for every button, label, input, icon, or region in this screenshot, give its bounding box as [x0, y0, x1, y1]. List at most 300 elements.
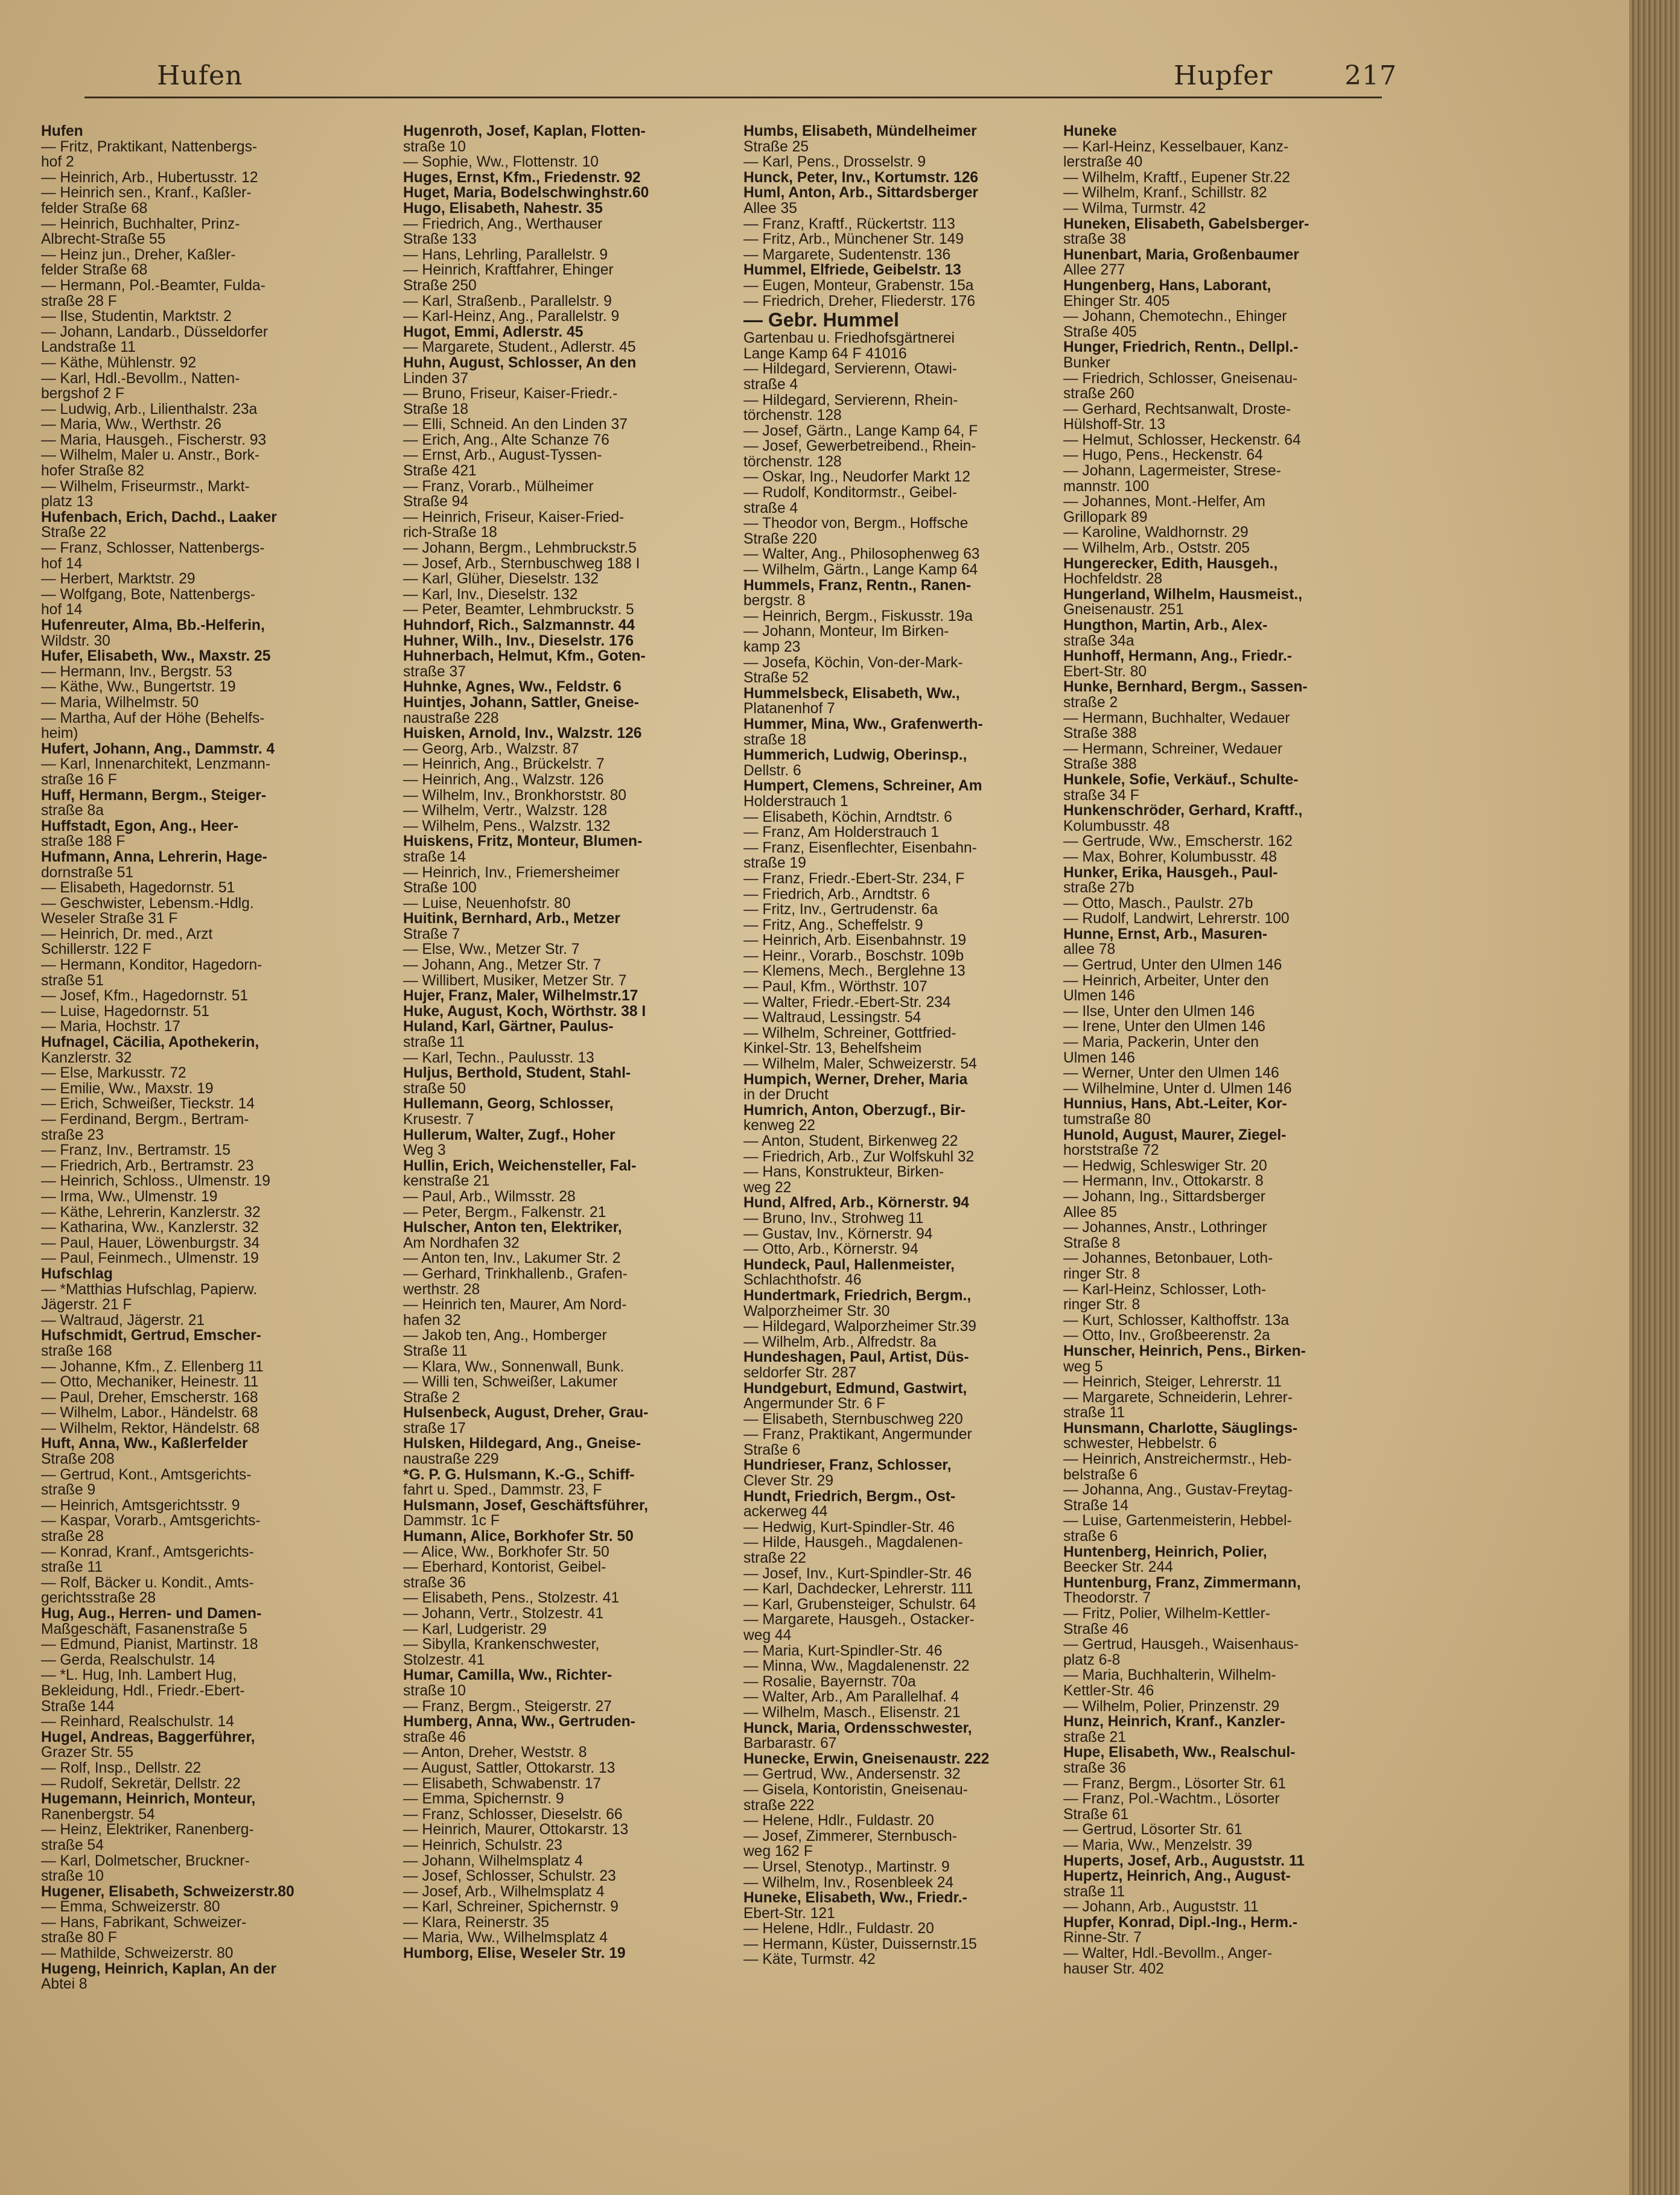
entry-line: — Oskar, Ing., Neudorfer Markt 12	[743, 469, 970, 486]
entry-line: — Helene, Hdlr., Fuldastr. 20	[743, 1920, 934, 1937]
entry-line: — Karl-Heinz, Ang., Parallelstr. 9	[403, 308, 620, 325]
entry-line: — Karl-Heinz, Kesselbauer, Kanz-	[1063, 138, 1289, 155]
entry-line: — Karl-Heinz, Schlosser, Loth-	[1063, 1281, 1267, 1298]
entry-line: — Friedrich, Arb., Bertramstr. 23	[41, 1157, 254, 1174]
entry-line: — Franz, Bergm., Steigerstr. 27	[403, 1698, 612, 1715]
entry-line: Straße 18	[403, 401, 468, 418]
entry-line: straße 260	[1063, 386, 1134, 402]
entry-line: — Margarete, Hausgeh., Ostacker-	[743, 1612, 975, 1628]
entry-line: allee 78	[1063, 941, 1116, 958]
entry-heading: Hundeshagen, Paul, Artist, Düs-	[743, 1349, 969, 1366]
entry-heading: Huft, Anna, Ww., Kaßlerfelder	[41, 1435, 248, 1452]
entry-line: — Paul, Kfm., Wörthstr. 107	[743, 979, 928, 996]
entry-heading: Hundeck, Paul, Hallenmeister,	[743, 1256, 955, 1273]
entry-heading: Humann, Alice, Borkhofer Str. 50	[403, 1528, 634, 1545]
entry-line: — Paul, Feinmech., Ulmenstr. 19	[41, 1250, 259, 1267]
entry-line: ackerweg 44	[743, 1504, 828, 1520]
entry-line: — Josef, Kfm., Hagedornstr. 51	[41, 988, 249, 1005]
entry-line: — Wilhelm, Rektor, Händelstr. 68	[41, 1420, 260, 1437]
entry-line: straße 19	[743, 855, 806, 872]
entry-line: straße 17	[403, 1420, 466, 1437]
entry-line: kenstraße 21	[403, 1173, 490, 1190]
entry-heading: Hunenbart, Maria, Großenbaumer	[1063, 246, 1299, 263]
entry-line: — Karl, Inv., Dieselstr. 132	[403, 586, 578, 603]
entry-line: — Josef, Schlosser, Schulstr. 23	[403, 1868, 616, 1885]
entry-heading: Huneke	[1063, 124, 1117, 139]
entry-line: — Elisabeth, Hagedornstr. 51	[41, 880, 235, 897]
entry-heading: Hunnius, Hans, Abt.-Leiter, Kor-	[1063, 1096, 1287, 1113]
entry-line: — Gerda, Realschulstr. 14	[41, 1651, 215, 1668]
entry-line: — Heinrich sen., Kranf., Kaßler-	[41, 185, 252, 202]
entry-line: — Hedwig, Schleswiger Str. 20	[1063, 1157, 1267, 1174]
entry-line: Landstraße 11	[41, 339, 136, 356]
entry-line: — Franz, Schlosser, Nattenbergs-	[41, 540, 265, 557]
entry-line: Hülshoff-Str. 13	[1063, 416, 1166, 433]
entry-heading: Hunold, August, Maurer, Ziegel-	[1063, 1126, 1287, 1143]
entry-line: — Heinrich, Schloss., Ulmenstr. 19	[41, 1173, 270, 1190]
entry-line: Holderstrauch 1	[743, 793, 848, 810]
entry-line: — Maria, Wilhelmstr. 50	[41, 694, 199, 711]
entry-line: — Johann, Chemotechn., Ehinger	[1063, 308, 1287, 325]
entry-line: Jägerstr. 21 F	[41, 1297, 132, 1314]
entry-line: rich-Straße 18	[403, 524, 497, 541]
entry-line: Allee 85	[1063, 1204, 1117, 1221]
entry-line: — Johann, Lagermeister, Strese-	[1063, 463, 1281, 480]
entry-line: — Fritz, Inv., Gertrudenstr. 6a	[743, 901, 938, 918]
entry-line: — Wilhelm, Maler, Schweizerstr. 54	[743, 1056, 977, 1073]
entry-line: straße 11	[1063, 1883, 1125, 1900]
entry-heading: Hugemann, Heinrich, Monteur,	[41, 1791, 256, 1808]
entry-heading: Hullerum, Walter, Zugf., Hoher	[403, 1126, 616, 1143]
entry-heading: Hundrieser, Franz, Schlosser,	[743, 1457, 952, 1474]
entry-line: — Minna, Ww., Magdalenenstr. 22	[743, 1658, 970, 1675]
entry-line: straße 21	[1063, 1729, 1126, 1746]
entry-line: — Elisabeth, Pens., Stolzestr. 41	[403, 1590, 620, 1607]
entry-line: — Otto, Inv., Großbeerenstr. 2a	[1063, 1327, 1270, 1344]
entry-line: — Hermann, Küster, Duissernstr.15	[743, 1936, 977, 1952]
entry-line: Ulmen 146	[1063, 1049, 1135, 1066]
entry-line: — Wilhelm, Polier, Prinzenstr. 29	[1063, 1698, 1280, 1715]
entry-heading: Hugenroth, Josef, Kaplan, Flotten-	[403, 124, 646, 139]
entry-line: straße 2	[1063, 694, 1118, 711]
entry-line: — Wilhelm, Schreiner, Gottfried-	[743, 1024, 956, 1041]
entry-line: — Kaspar, Vorarb., Amtsgerichts-	[41, 1513, 261, 1530]
entry-line: — Anton, Dreher, Weststr. 8	[403, 1744, 587, 1761]
entry-line: — Wilhelm, Gärtn., Lange Kamp 64	[743, 562, 978, 579]
entry-line: Gartenbau u. Friedhofsgärtnerei	[743, 330, 955, 347]
entry-line: Lange Kamp 64 F 41016	[743, 345, 907, 362]
entry-line: — Konrad, Kranf., Amtsgerichts-	[41, 1543, 254, 1560]
entry-line: — Karl, Glüher, Dieselstr. 132	[403, 571, 599, 588]
entry-line: — Walter, Ang., Philosophenweg 63	[743, 546, 980, 563]
entry-heading: Hunecke, Erwin, Gneisenaustr. 222	[743, 1750, 990, 1767]
entry-heading: Hufnagel, Cäcilia, Apothekerin,	[41, 1034, 259, 1051]
entry-line: — Wilhelm, Arb., Oststr. 205	[1063, 540, 1250, 557]
entry-line: ringer Str. 8	[1063, 1297, 1141, 1314]
entry-line: Barbarastr. 67	[743, 1735, 837, 1752]
entry-line: Platanenhof 7	[743, 700, 835, 717]
entry-line: straße 4	[743, 376, 798, 393]
entry-line: — *Matthias Hufschlag, Papierw.	[41, 1281, 258, 1298]
entry-line: — Klara, Ww., Sonnenwall, Bunk.	[403, 1358, 625, 1375]
entry-line: — Klemens, Mech., Berglehne 13	[743, 963, 966, 980]
entry-heading: Hunck, Peter, Inv., Kortumstr. 126	[743, 169, 979, 186]
entry-line: Angermunder Str. 6 F	[743, 1396, 886, 1412]
entry-heading: Hulscher, Anton ten, Elektriker,	[403, 1219, 622, 1236]
entry-line: — Luise, Gartenmeisterin, Hebbel-	[1063, 1513, 1292, 1530]
entry-line: straße 11	[403, 1034, 465, 1051]
entry-line: — Elisabeth, Köchin, Arndtstr. 6	[743, 808, 952, 825]
entry-line: Albrecht-Straße 55	[41, 231, 166, 248]
entry-line: — Peter, Beamter, Lehmbruckstr. 5	[403, 602, 634, 618]
entry-line: — Käthe, Lehrerin, Kanzlerstr. 32	[41, 1204, 261, 1221]
entry-line: — Paul, Dreher, Emscherstr. 168	[41, 1389, 258, 1406]
entry-line: schwester, Hebbelstr. 6	[1063, 1435, 1217, 1452]
entry-line: Kolumbusstr. 48	[1063, 818, 1170, 834]
entry-heading: Hufert, Johann, Ang., Dammstr. 4	[41, 740, 275, 757]
entry-line: — Gertrud, Lösorter Str. 61	[1063, 1822, 1242, 1838]
entry-line: — Käthe, Mühlenstr. 92	[41, 354, 197, 371]
entry-line: — Maria, Ww., Menzelstr. 39	[1063, 1837, 1252, 1854]
entry-heading: Hummels, Franz, Rentn., Ranen-	[743, 577, 972, 594]
entry-line: — Wolfgang, Bote, Nattenbergs-	[41, 586, 255, 603]
entry-line: Grazer Str. 55	[41, 1744, 134, 1761]
entry-heading: Huneke, Elisabeth, Ww., Friedr.-	[743, 1890, 967, 1907]
entry-line: — Maria, Packerin, Unter den	[1063, 1034, 1259, 1051]
entry-heading: Hungerland, Wilhelm, Hausmeist.,	[1063, 586, 1303, 603]
entry-line: straße 80 F	[41, 1930, 117, 1946]
entry-line: straße 10	[403, 138, 466, 155]
entry-heading: Hugener, Elisabeth, Schweizerstr.80	[41, 1883, 294, 1900]
entry-heading: Huhn, August, Schlosser, An den	[403, 354, 637, 371]
entry-line: — Josefa, Köchin, Von-der-Mark-	[743, 654, 963, 671]
entry-line: straße 188 F	[41, 833, 126, 850]
entry-line: Kanzlerstr. 32	[41, 1049, 132, 1066]
entry-line: — Johann, Landarb., Düsseldorfer	[41, 323, 268, 340]
entry-line: Kettler-Str. 46	[1063, 1682, 1154, 1699]
entry-heading: Hunscher, Heinrich, Pens., Birken-	[1063, 1342, 1306, 1359]
entry-line: — Wilma, Turmstr. 42	[1063, 200, 1206, 217]
entry-line: in der Drucht	[743, 1087, 829, 1104]
entry-line: — Hilde, Hausgeh., Magdalenen-	[743, 1534, 963, 1551]
entry-line: kamp 23	[743, 639, 801, 655]
entry-heading: Hunsmann, Charlotte, Säuglings-	[1063, 1420, 1298, 1437]
entry-line: Straße 250	[403, 277, 477, 294]
entry-line: — Karl, Dachdecker, Lehrerstr. 111	[743, 1581, 973, 1598]
entry-line: — Rolf, Insp., Dellstr. 22	[41, 1759, 202, 1776]
entry-heading: Huitink, Bernhard, Arb., Metzer	[403, 910, 620, 927]
entry-line: — Hans, Konstrukteur, Birken-	[743, 1164, 944, 1181]
entry-heading: Hunkenschröder, Gerhard, Kraftf.,	[1063, 802, 1303, 819]
entry-line: — Anton, Student, Birkenweg 22	[743, 1133, 958, 1149]
entry-line: Straße 8	[1063, 1234, 1121, 1251]
entry-line: — Else, Markusstr. 72	[41, 1065, 186, 1082]
entry-line: platz 13	[41, 494, 94, 510]
entry-heading: Hugot, Emmi, Adlerstr. 45	[403, 323, 584, 340]
entry-line: — Karl, Techn., Paulusstr. 13	[403, 1049, 594, 1066]
entry-line: — Rudolf, Konditormstr., Geibel-	[743, 484, 958, 501]
entry-line: Wildstr. 30	[41, 632, 110, 649]
entry-line: — Karl, Dolmetscher, Bruckner-	[41, 1852, 250, 1869]
entry-line: Straße 7	[403, 926, 460, 942]
entry-line: Clever Str. 29	[743, 1473, 833, 1490]
entry-line: — Josef, Inv., Kurt-Spindler-Str. 46	[743, 1565, 972, 1582]
entry-line: — Helene, Hdlr., Fuldastr. 20	[743, 1812, 934, 1829]
entry-line: — Willibert, Musiker, Metzer Str. 7	[403, 972, 627, 989]
entry-line: törchenstr. 128	[743, 407, 842, 424]
entry-line: — Franz, Friedr.-Ebert-Str. 234, F	[743, 870, 965, 887]
entry-line: straße 28 F	[41, 293, 117, 310]
page-number: 217	[1344, 60, 1397, 91]
entry-line: Hochfeldstr. 28	[1063, 571, 1163, 588]
entry-line: — Heinrich, Inv., Friemersheimer	[403, 864, 620, 881]
entry-line: — Ernst, Arb., August-Tyssen-	[403, 447, 602, 464]
entry-line: — Hermann, Konditor, Hagedorn-	[41, 957, 262, 974]
entry-line: Straße 22	[41, 524, 106, 541]
entry-line: — Reinhard, Realschulstr. 14	[41, 1714, 234, 1730]
entry-line: — Gisela, Kontoristin, Gneisenau-	[743, 1781, 968, 1798]
entry-line: — Irene, Unter den Ulmen 146	[1063, 1018, 1265, 1035]
entry-line: — Johann, Wilhelmsplatz 4	[403, 1852, 583, 1869]
entry-line: Allee 35	[743, 200, 797, 217]
entry-heading: Hunke, Bernhard, Bergm., Sassen-	[1063, 679, 1308, 696]
entry-line: — Fritz, Arb., Münchener Str. 149	[743, 231, 964, 248]
entry-heading: Hummelsbeck, Elisabeth, Ww.,	[743, 685, 960, 702]
entry-line: straße 4	[743, 500, 798, 516]
entry-heading: Humrich, Anton, Oberzugf., Bir-	[743, 1102, 966, 1119]
entry-line: — Johann, Monteur, Im Birken-	[743, 623, 949, 640]
entry-heading: *G. P. G. Hulsmann, K.-G., Schiff-	[403, 1466, 635, 1483]
entry-line: Straße 94	[403, 494, 468, 510]
entry-line: straße 9	[41, 1482, 96, 1499]
entry-heading: Hunne, Ernst, Arb., Masuren-	[1063, 926, 1267, 942]
entry-line: — Heinrich, Friseur, Kaiser-Fried-	[403, 509, 625, 526]
entry-line: — Wilhelm, Inv., Rosenbleek 24	[743, 1874, 954, 1891]
entry-line: — Friedrich, Arb., Zur Wolfskuhl 32	[743, 1148, 975, 1165]
entry-line: — Otto, Masch., Paulstr. 27b	[1063, 895, 1253, 912]
entry-heading: Hulsenbeck, August, Dreher, Grau-	[403, 1405, 649, 1422]
entry-line: — Franz, Schlosser, Dieselstr. 66	[403, 1806, 623, 1823]
entry-line: — Herbert, Marktstr. 29	[41, 571, 196, 588]
entry-line: felder Straße 68	[41, 262, 148, 279]
entry-line: — Wilhelm, Labor., Händelstr. 68	[41, 1405, 258, 1422]
entry-line: straße 34 F	[1063, 787, 1139, 804]
entry-line: — Karl, Straßenb., Parallelstr. 9	[403, 293, 612, 310]
entry-line: Straße 61	[1063, 1806, 1128, 1823]
entry-line: — Ludwig, Arb., Lilienthalstr. 23a	[41, 401, 258, 418]
entry-line: — Maria, Buchhalterin, Wilhelm-	[1063, 1667, 1276, 1684]
entry-line: — Hildegard, Servierenn, Rhein-	[743, 392, 958, 408]
entry-line: straße 10	[41, 1868, 104, 1885]
entry-line: bergshof 2 F	[41, 386, 125, 402]
column-1	[41, 124, 391, 2187]
entry-line: straße 36	[1063, 1759, 1126, 1776]
entry-line: Straße 388	[1063, 756, 1137, 773]
entry-line: — Karl, Innenarchitekt, Lenzmann-	[41, 756, 271, 773]
entry-line: — Max, Bohrer, Kolumbusstr. 48	[1063, 848, 1278, 865]
entry-heading: Hunhoff, Hermann, Ang., Friedr.-	[1063, 648, 1292, 665]
entry-line: — Martha, Auf der Höhe (Behelfs-	[41, 710, 265, 726]
entry-line: — Heinz, Elektriker, Ranenberg-	[41, 1822, 254, 1838]
entry-line: — Heinrich, Arb. Eisenbahnstr. 19	[743, 932, 967, 949]
entry-line: — Karl, Pens., Drosselstr. 9	[743, 154, 926, 171]
entry-line: straße 50	[403, 1080, 466, 1097]
entry-line: Dellstr. 6	[743, 762, 801, 779]
entry-heading: Hunck, Maria, Ordensschwester,	[743, 1720, 972, 1736]
entry-line: — Käthe, Ww., Bungertstr. 19	[41, 679, 236, 696]
entry-line: belstraße 6	[1063, 1466, 1138, 1483]
entry-line: — Fritz, Polier, Wilhelm-Kettler-	[1063, 1606, 1270, 1622]
entry-line: lerstraße 40	[1063, 154, 1143, 171]
entry-line: straße 51	[41, 972, 104, 989]
entry-line: — Ilse, Unter den Ulmen 146	[1063, 1003, 1255, 1020]
entry-line: straße 36	[403, 1574, 466, 1591]
entry-heading: Hulsken, Hildegard, Ang., Gneise-	[403, 1435, 641, 1452]
entry-heading: Hujer, Franz, Maler, Wilhelmstr.17	[403, 988, 638, 1005]
entry-line: — Johann, Ang., Metzer Str. 7	[403, 957, 602, 974]
entry-line: straße 34a	[1063, 632, 1134, 649]
entry-line: — Wilhelm, Masch., Elisenstr. 21	[743, 1704, 961, 1721]
entry-line: bergstr. 8	[743, 592, 806, 609]
entry-line: — Heinrich, Amtsgerichtsstr. 9	[41, 1497, 240, 1514]
entry-line: Straße 25	[743, 138, 809, 155]
entry-line: straße 11	[1063, 1405, 1125, 1422]
entry-line: Straße 388	[1063, 725, 1137, 742]
book-edge	[1629, 0, 1680, 2195]
entry-line: — Hans, Fabrikant, Schweizer-	[41, 1914, 247, 1931]
running-head-left: Hufen	[157, 60, 243, 91]
entry-line: — Heinrich, Dr. med., Arzt	[41, 926, 213, 942]
entry-line: — Maria, Ww., Wilhelmsplatz 4	[403, 1930, 608, 1946]
entry-line: straße 168	[41, 1342, 112, 1359]
entry-line: hof 14	[41, 602, 83, 618]
entry-heading: Huffstadt, Egon, Ang., Heer-	[41, 818, 238, 834]
entry-line: — Heinrich, Kraftfahrer, Ehinger	[403, 262, 614, 279]
entry-line: straße 8a	[41, 802, 104, 819]
entry-heading: Hundt, Friedrich, Bergm., Ost-	[743, 1488, 956, 1505]
entry-line: — Heinrich, Arb., Hubertusstr. 12	[41, 169, 258, 186]
entry-line: — Rolf, Bäcker u. Kondit., Amts-	[41, 1574, 254, 1591]
entry-heading: Huntenberg, Heinrich, Polier,	[1063, 1543, 1267, 1560]
entry-line: fahrt u. Sped., Dammstr. 23, F	[403, 1482, 602, 1499]
entry-line: — Johann, Vertr., Stolzestr. 41	[403, 1606, 604, 1622]
entry-line: — Franz, Kraftf., Rückertstr. 113	[743, 215, 955, 232]
entry-line: — Peter, Bergm., Falkenstr. 21	[403, 1204, 606, 1221]
entry-line: — Karoline, Waldhornstr. 29	[1063, 524, 1249, 541]
entry-line: — Otto, Arb., Körnerstr. 94	[743, 1241, 918, 1258]
entry-line: Stolzestr. 41	[403, 1651, 485, 1668]
entry-line: — Friedrich, Ang., Werthauser	[403, 215, 603, 232]
entry-line: — Alice, Ww., Borkhofer Str. 50	[403, 1543, 609, 1560]
entry-line: — Erich, Schweißer, Tieckstr. 14	[41, 1096, 255, 1113]
entry-heading: Hunker, Erika, Hausgeh., Paul-	[1063, 864, 1278, 881]
entry-line: — Willi ten, Schweißer, Lakumer	[403, 1374, 618, 1391]
entry-line: — Heinrich, Ang., Brückelstr. 7	[403, 756, 605, 773]
entry-line: Bunker	[1063, 354, 1110, 371]
entry-line: — Heinrich, Anstreichermstr., Heb-	[1063, 1451, 1292, 1468]
entry-line: ringer Str. 8	[1063, 1265, 1141, 1282]
entry-line: — Franz, Vorarb., Mülheimer	[403, 478, 594, 495]
entry-line: — Eberhard, Kontorist, Geibel-	[403, 1559, 606, 1576]
entry-line: Straße 46	[1063, 1621, 1128, 1638]
entry-line: Straße 208	[41, 1451, 115, 1468]
running-head-right: Hupfer	[1174, 60, 1273, 91]
entry-heading: Hullin, Erich, Weichensteller, Fal-	[403, 1157, 637, 1174]
entry-line: Ulmen 146	[1063, 988, 1135, 1005]
entry-line: — Heinrich ten, Maurer, Am Nord-	[403, 1297, 627, 1314]
entry-line: — Rudolf, Sekretär, Dellstr. 22	[41, 1775, 241, 1792]
entry-line: straße 14	[403, 848, 466, 865]
entry-line: Kinkel-Str. 13, Behelfsheim	[743, 1040, 922, 1057]
entry-line: straße 10	[403, 1682, 466, 1699]
entry-line: — Wilhelmine, Unter d. Ulmen 146	[1063, 1080, 1292, 1097]
entry-line: — Wilhelm, Pens., Walzstr. 132	[403, 818, 611, 834]
entry-line: — Fritz, Ang., Scheffelstr. 9	[743, 916, 923, 933]
entry-heading: Hugeng, Heinrich, Kaplan, An der	[41, 1960, 276, 1977]
entry-heading: Huml, Anton, Arb., Sittardsberger	[743, 185, 978, 202]
entry-heading: Hullemann, Georg, Schlosser,	[403, 1096, 614, 1113]
entry-line: — Gertrud, Unter den Ulmen 146	[1063, 957, 1282, 974]
entry-line: mannstr. 100	[1063, 478, 1150, 495]
entry-line: Allee 277	[1063, 262, 1125, 279]
entry-line: — Waltraud, Lessingstr. 54	[743, 1009, 921, 1026]
entry-line: — Franz, Am Holderstrauch 1	[743, 824, 939, 841]
entry-line: hof 14	[41, 555, 83, 572]
entry-line: straße 54	[41, 1837, 104, 1854]
entry-line: Ehinger Str. 405	[1063, 293, 1170, 310]
entry-line: — Klara, Reinerstr. 35	[403, 1914, 549, 1931]
entry-heading: Hunz, Heinrich, Kranf., Kanzler-	[1063, 1714, 1285, 1730]
entry-line: — Paul, Arb., Wilmsstr. 28	[403, 1188, 576, 1205]
entry-heading: Hufschmidt, Gertrud, Emscher-	[41, 1327, 261, 1344]
entry-line: — Josef, Arb., Wilhelmsplatz 4	[403, 1883, 605, 1900]
entry-line: straße 16 F	[41, 771, 117, 788]
entry-line: — Heinrich, Ang., Walzstr. 126	[403, 771, 604, 788]
entry-line: — Geschwister, Lebensm.-Hdlg.	[41, 895, 254, 912]
entry-line: — Eugen, Monteur, Grabenstr. 15a	[743, 277, 974, 294]
entry-line: — Georg, Arb., Walzstr. 87	[403, 740, 579, 757]
entry-heading: Hupfer, Konrad, Dipl.-Ing., Herm.-	[1063, 1914, 1298, 1931]
entry-heading: Huhnke, Agnes, Ww., Feldstr. 6	[403, 679, 622, 696]
entry-line: — Fritz, Praktikant, Nattenbergs-	[41, 138, 258, 155]
entry-line: — Hermann, Pol.-Beamter, Fulda-	[41, 277, 266, 294]
entry-line: Linden 37	[403, 370, 469, 387]
entry-heading: Hund, Alfred, Arb., Körnerstr. 94	[743, 1195, 969, 1212]
entry-line: — Bruno, Inv., Strohweg 11	[743, 1210, 924, 1227]
entry-line: — Walter, Arb., Am Parallelhaf. 4	[743, 1689, 959, 1706]
entry-line: — Friedrich, Arb., Arndtstr. 6	[743, 886, 930, 903]
entry-line: — Gustav, Inv., Körnerstr. 94	[743, 1225, 933, 1242]
entry-line: Rinne-Str. 7	[1063, 1930, 1142, 1946]
entry-line: Weseler Straße 31 F	[41, 910, 178, 927]
entry-line: — Wilhelm, Kraftf., Eupener Str.22	[1063, 169, 1290, 186]
entry-line: — Kurt, Schlosser, Kalthoffstr. 13a	[1063, 1312, 1290, 1329]
entry-heading: Hufen	[41, 124, 83, 139]
entry-line: Dammstr. 1c F	[403, 1513, 500, 1530]
entry-heading: Hugo, Elisabeth, Nahestr. 35	[403, 200, 603, 217]
entry-line: — Franz, Inv., Bertramstr. 15	[41, 1142, 231, 1159]
entry-line: — Heinrich, Buchhalter, Prinz-	[41, 215, 240, 232]
entry-line: — Hermann, Inv., Ottokarstr. 8	[1063, 1173, 1264, 1190]
entry-line: — Hermann, Buchhalter, Wedauer	[1063, 710, 1290, 726]
entry-line: — Sophie, Ww., Flottenstr. 10	[403, 154, 599, 171]
entry-heading: Huljus, Berthold, Student, Stahl-	[403, 1065, 631, 1082]
entry-line: hofer Straße 82	[41, 463, 144, 480]
entry-line: — Friedrich, Dreher, Fliederstr. 176	[743, 293, 976, 310]
entry-line: seldorfer Str. 287	[743, 1364, 857, 1381]
entry-heading: Hungenberg, Hans, Laborant,	[1063, 277, 1271, 294]
entry-line: — Wilhelm, Maler u. Anstr., Bork-	[41, 447, 260, 464]
